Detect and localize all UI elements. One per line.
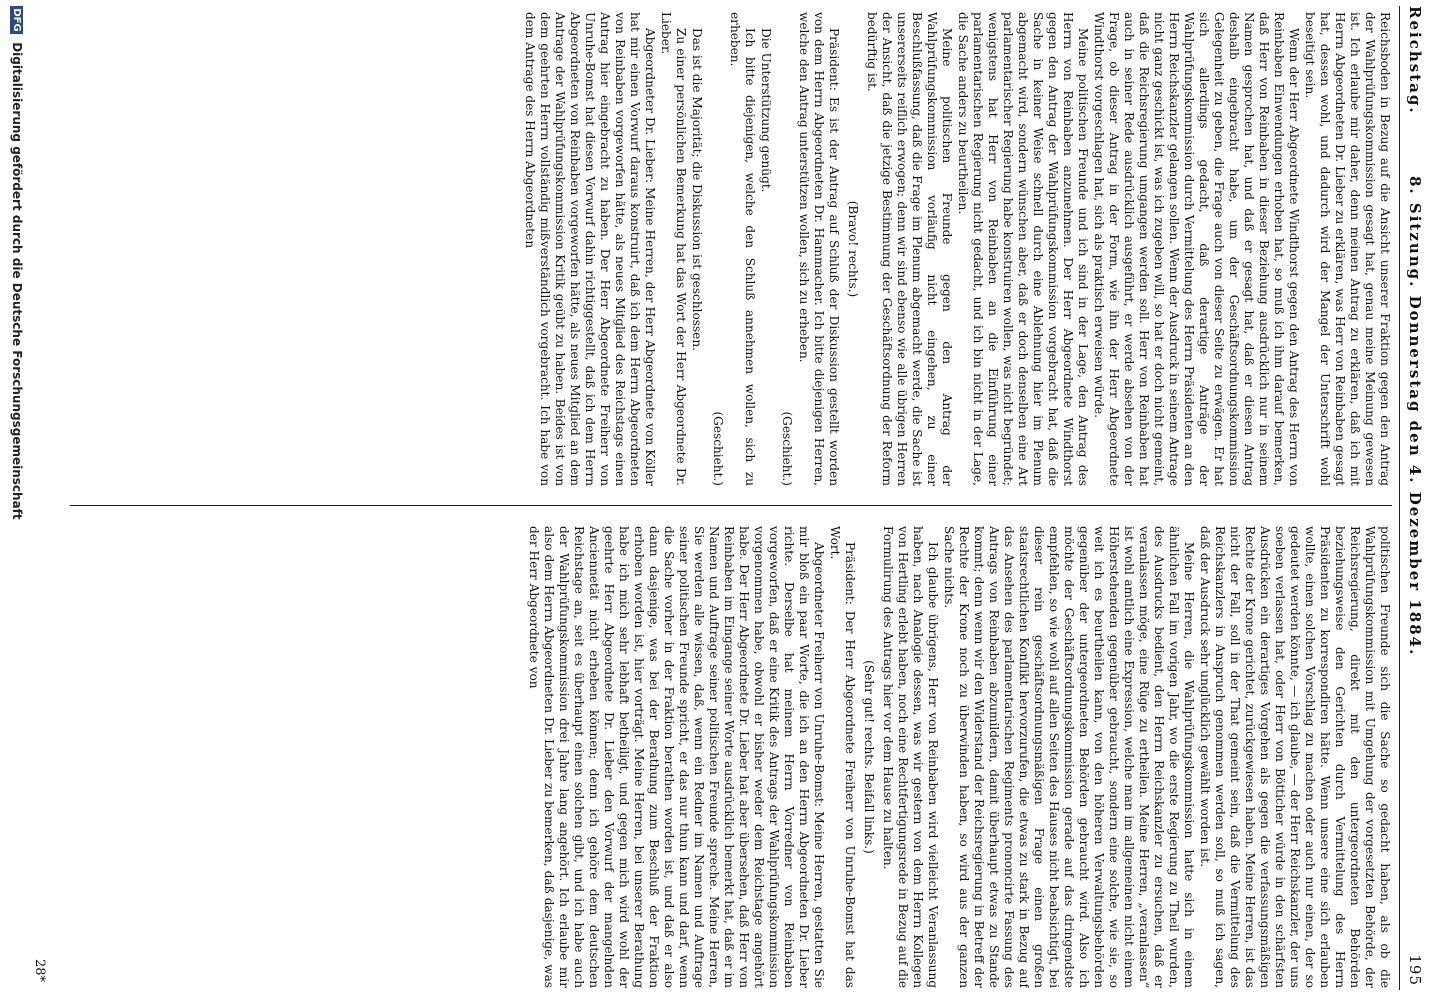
paragraph: Reichsboden in Bezug auf die Ansicht unserer Fraktion gegen den Antrag der Wahlprüfungskommission gesagt hat, genau meine Meinung gewesen ist. Ich erlaube mir daher, denn meinen Antrag zu erklären, daß ich mit Herrn Abgeordneten Dr. Lieber zu erklären, was Herr von Reinbaben gesagt hat, dessen wohl, und dadurch wird der Mangel der Unterschrift wohl beseitigt sein. <box>1303 12 1392 486</box>
header-session-date: 8. Sitzung. Donnerstag den 4. Dezember 1884. <box>1406 176 1424 657</box>
paragraph: Ich glaube übrigens, Herr von Reinbaben wird vielleicht Veranlassung haben, nach Analogie dessen, was wir gestern von dem Herrn Kollegen von Hertling erlebt haben, noch eine Rechtfertigungsrede in Bezug auf die Formulirung des Antrags hier vor dem Hause zu halten. <box>881 526 940 988</box>
lieber-speech: Abgeordneter Dr. Lieber: Meine Herren, der Herr Abgeordnete von Köller hat mir einen Vorwurf daraus konstruirt, daß ich dem Herrn Abgeordneten von Reinbaben vorgeworfen hätte, als neues Mitglied des Reichstags einen Antrag hier eingebracht zu haben. Der Herr Abgeordnete Freiherr von Unruhe-Bomst hat diesen Vorwurf dahin richtiggestellt, daß ich dem Herrn Abgeordneten von Reinbaben vorgeworfen hätte, als neues Mitglied an dem Antrage der Wahlprüfungskommission Kritik geübt zu haben. Beides ist von dem geehrten Herrn vollständig mißverständlich vorgebracht. Ich habe von dem Antrage des Herrn Abgeordneten <box>523 12 657 486</box>
majority-note: Das ist die Majorität; die Diskussion ist geschlossen. <box>690 28 704 351</box>
right-column <box>56 526 1392 988</box>
dfg-logo: DFG <box>10 6 23 34</box>
paragraph: Meine politischen Freunde gegen den Antrag der Wahlprüfungskommission vorläufig nicht eingehen, zu einer Beschlußfassung, daß die Frage im Plenum abgemacht werde, die Sache ist unsererseits reiflich erwogen; denn wir sind ebenso wie alle übrigen Herren der Ansicht, daß die jetzige Bestimmung der Geschäftsordnung der Reform bedürftig ist. <box>865 12 954 486</box>
reaction-note: (Geschieht.) <box>780 411 794 486</box>
signature-mark: 28* <box>32 958 47 982</box>
applause-note: (Sehr gut! rechts. Beifall links.) <box>862 660 876 854</box>
left-column <box>56 12 1392 486</box>
column-divider <box>70 505 1392 506</box>
applause-note: (Bravo! rechts.) <box>846 200 860 298</box>
digitization-caption <box>4 6 24 994</box>
page-number: 195 <box>1406 954 1424 986</box>
personal-remark: Zu einer persönlichen Bemerkung hat das Wort der Herr Abgeordnete Dr. Lieber. <box>659 12 688 486</box>
president-statement: Präsident: Der Herr Abgeordnete Freiherr von Unruhe-Bomst hat das Wort. <box>828 526 857 988</box>
page-header <box>1399 6 1424 990</box>
support-note: Die Unterstützung genügt. <box>759 28 773 193</box>
reaction-note: (Geschieht.) <box>711 411 725 486</box>
speech-paragraph: Abgeordneter Freiherr von Unruhe-Bomst: Meine Herren, gestatten Sie mir bloß ein paar Worte, die ich an den Herrn Abgeordneten Dr. Lieber richte. Derselbe hat meinem Herrn Vorredner von Reinbaben vorgeworfen, daß er eine Kritik des Antrags der Wahlprüfungskommission vorgenommen habe, obwohl er bisher weder dem Reichstage angehört habe. Der Herr Abgeordnete Dr. Lieber hat aber übersehen, daß Herr von Reinbaben im Eingange seiner Worte ausdrücklich bemerkt hat, daß er im Namen und Auftrage seiner politischen Freunde spreche. Meine Herren, Sie werden alle wissen, daß, wenn ein Redner im Namen und Auftrage seiner politischen Freunde spricht, er das nur thun kann und darf, wenn die Sache vorher in der Fraktion berathen worden ist, und daß er also dann dasjenige, was bei der Berathung zum Beschluß der Fraktion erhoben worden ist, hier vorträgt. Meine Herren, bei unserer Berathung habe ich mich sehr lebhaft betheiligt, und gegen mich wird wohl der geehrte Herr Abgeordnete Dr. Lieber den Vorwurf der mangelnden Anciennetät nicht erheben können; denn ich gehöre dem deutschen Reichstage an, seit es überhaupt einen solchen gibt, und ich habe auch der Wahlprüfungskommission drei Jahre lang angehört. Ich erlaube mir also dem Herrn Abgeordneten Dr. Lieber zu bemerken, daß dasjenige, was der Herr Abgeordnete von <box>527 526 826 988</box>
paragraph: politischen Freunde sich die Sache so gedacht haben, als ob die Wahlprüfungskommission mit Umgehung der vorgesetzten Behörde, der Reichsregierung, direkt mit den untergeordneten Behörden beziehungsweise den Gerichten durch Vermittelung des Herrn Präsidenten zu korrespondiren hätte. Wenn unsere eine sich erlauben wollte, einen solchen Vorschlag zu machen oder auch nur einen, der so gedeutet werden könnte, — ich glaube, — der Herr Reichskanzler, der uns soeben verlassen hat, oder Herr von Bötticher würde in den schärfsten Ausdrücken ein derartiges Vorgehen als gegen die verfassungsmäßigen Rechte der Krone gerichtet, zurückgewiesen haben. Meine Herren, ist das nicht der Fall, soll in der That gemeint sein, daß die Vermittelung des Reichskanzlers in Anspruch genommen werden soll, so muß ich sagen, daß der Ausdruck sehr unglücklich gewählt worden ist. <box>1198 526 1392 988</box>
header-title: Reichstag. <box>1406 6 1424 115</box>
paragraph: Wenn der Herr Abgeordnete Windthorst gegen den Antrag des Herrn von Reinbaben Einwendungen erhoben hat, so muß ich ihm darauf bemerken, daß Herr von Reinbaben in dieser Beziehung ausdrücklich nur in seinem Namen gesprochen hat, und daß er gesagt hat, daß er diesen Antrag deshalb eingebracht habe, um der Geschäftsordnungskommission Gelegenheit zu geben, die Frage auch von dieser Seite zu erwägen. Er hat sich allerdings gedacht, daß derartige Anträge der Wahlprüfungskommission durch Vermittelung des Herrn Präsidenten an den Herrn Reichskanzler gelangen sollen. Wenn der Ausdruck in seinem Antrage nicht ganz geschickt ist, was ich zugeben will, so hat er doch nicht gemeint, daß die Reichsregierung umgangen werden soll. Herr von Reinbaben hat auch in seiner Rede ausdrücklich ausgeführt, er werde absehen von der Frage, ob dieser Antrag in der Form, wie ihn der Herr Abgeordnete Windthorst vorgeschlagen hat, sich als praktisch erweisen würde. <box>1092 12 1301 486</box>
president-statement: Ich bitte diejenigen, welche den Schluß annehmen wollen, sich zu erheben. <box>728 12 757 486</box>
paragraph: Meine politischen Freunde und ich sind in der Lage, den Antrag des Herrn von Reinbaben anzunehmen. Der Herr Abgeordnete Windthorst gegen den Antrag der Wahlprüfungskommission vorgebracht hat, daß die Sache in keiner Weise schnell durch eine Ablehnung hier im Plenum abgemacht wird, sondern wünschen aber, daß er doch denselben eine Art parlamentarischer Regierung habe konstruiren wollen, was nicht begründet; wenigstens hat Herr von Reinbaben an die Einführung einer parlamentarischen Regierung nicht gedacht, und ich bin nicht in der Lage, die Sache anders zu beurtheilen. <box>956 12 1090 486</box>
paragraph: Meine Herren, die Wahlprüfungskommission hatte sich in einem ähnlichen Fall im vorigen Jahr, wo die erste Regierung zu Theil wurden, des Ausdrucks bedient, den Herrn Reichskanzler zu ersuchen, daß er veranlassen möge, eine Rüge zu ertheilen. Meine Herren, „veranlassen“ ist wohl amtlich eine Expression, welche man im allgemeinen nicht einem Höherstehenden gegenüber gebraucht, sondern eine solche, wie sie, so weit ich es beurtheilen kann, von den höheren Verwaltungsbehörden gegenüber der untergeordneten Behörden gebraucht wird. Also ich möchte der Geschäftsordnungskommission gerade auf das dringendste empfehlen, so wie wohl auf allen Seiten des Hauses nicht beabsichtigt, bei dieser rein geschäftsordnungsmäßigen Frage einen großen staatsrechtlichen Konflikt hervorzurufen, die etwas zu stark in Bezug auf das Ansehen des parlamentarischen Regiments prononcirte Fassung des Antrags von Reinbaben abzumildern, damit überhaupt etwas zu Stande kommt; denn wenn wir den Widerstand der Reichsregierung in Betreff der Rechte der Krone noch zu überwinden haben, so wird aus der ganzen Sache nichts. <box>942 526 1196 988</box>
president-statement: Präsident: Es ist der Antrag auf Schluß der Diskussion gestellt worden von dem Herrn Abgeordneten Dr. Hammacher. Ich bitte diejenigen Herren, welche den Antrag unterstützen wollen, sich zu erheben. <box>797 12 841 486</box>
caption-text: Digitalisierung gefördert durch die Deutsche Forschungsgemeinschaft <box>10 42 24 520</box>
